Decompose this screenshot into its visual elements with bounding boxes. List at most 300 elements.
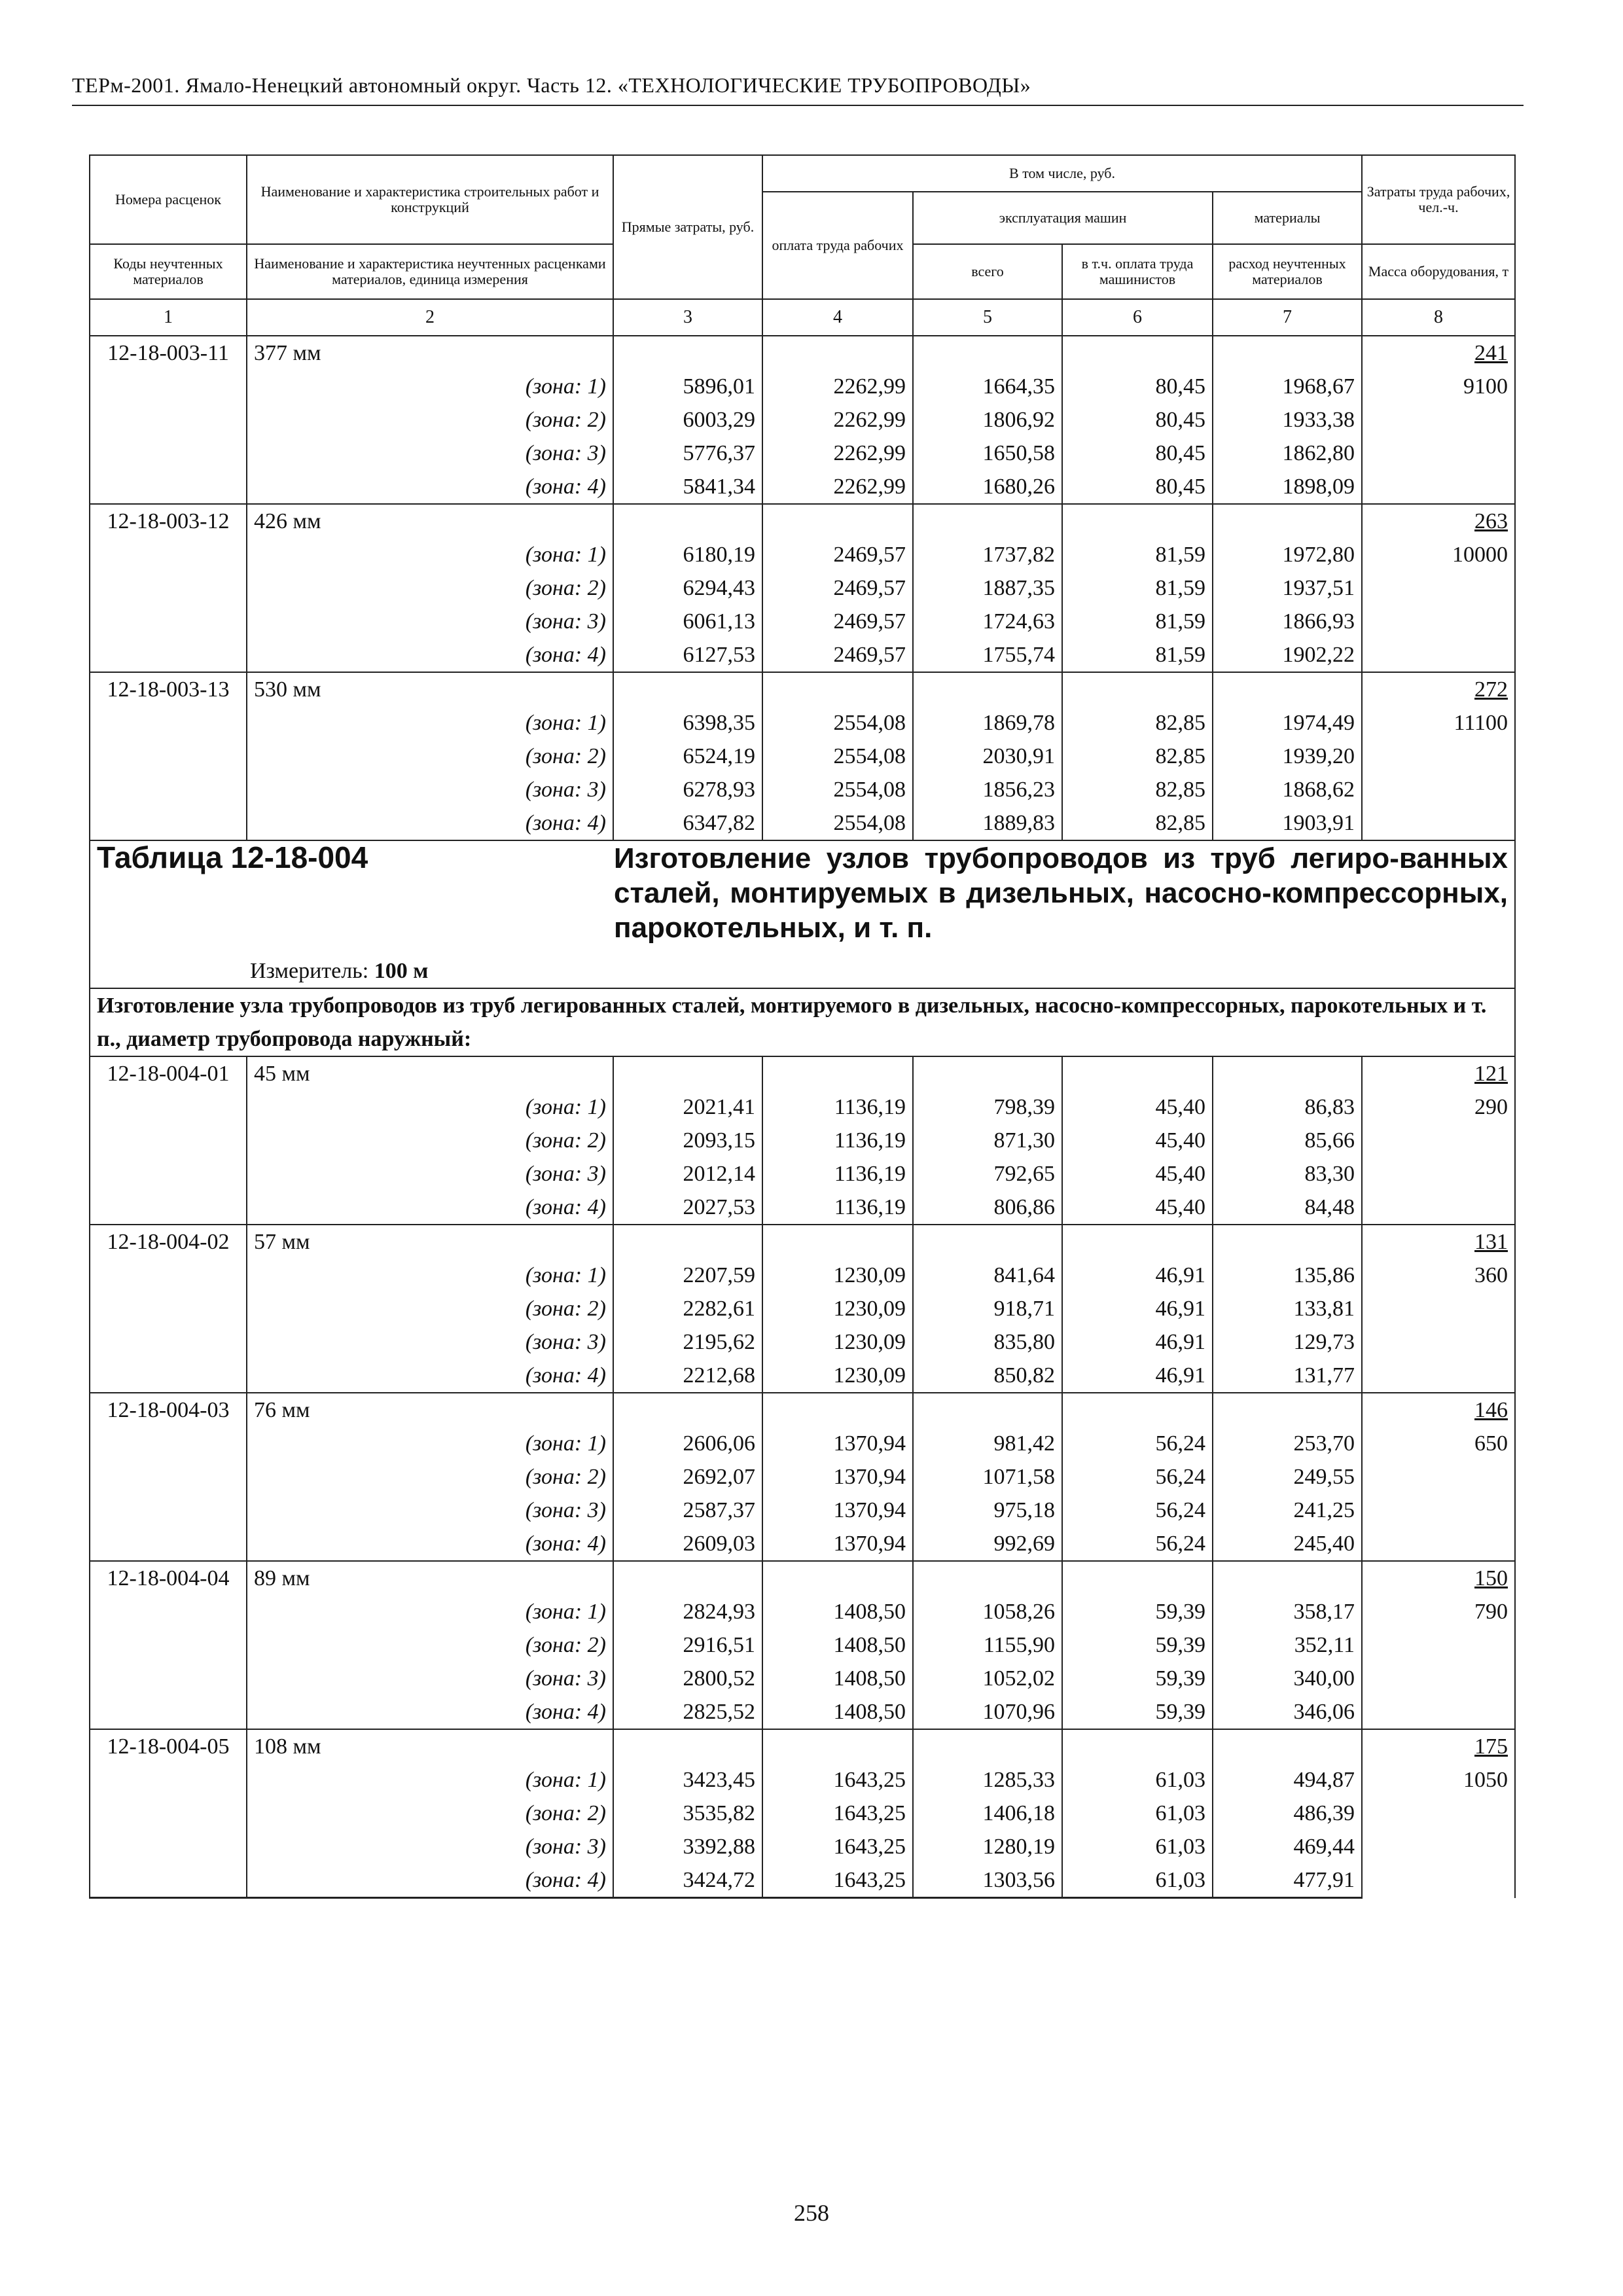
empty-cell (90, 605, 247, 638)
zone-row (90, 1090, 1515, 1124)
materials-cost: 253,70 (1213, 1427, 1362, 1460)
table-head (90, 155, 1515, 336)
machinist-pay: 56,24 (1062, 1494, 1213, 1527)
empty-cell (90, 1325, 247, 1359)
zone-label: (зона: 2) (525, 744, 606, 768)
empty-cell (762, 1056, 913, 1090)
zone-label: (зона: 1) (525, 1431, 606, 1456)
materials-cost: 494,87 (1213, 1763, 1362, 1797)
worker-pay: 2554,08 (762, 740, 913, 773)
empty-cell (1062, 1393, 1213, 1427)
col3-header: Прямые затраты, руб. (613, 155, 762, 299)
zone-row (90, 538, 1515, 571)
empty-cell (90, 1259, 247, 1292)
materials-cost: 241,25 (1213, 1494, 1362, 1527)
machinist-pay: 59,39 (1062, 1662, 1213, 1695)
labor-mass-cell (1362, 1056, 1515, 1225)
worker-pay: 2554,08 (762, 773, 913, 806)
direct-cost: 3535,82 (613, 1797, 762, 1830)
zone-row (90, 1427, 1515, 1460)
machinist-pay: 82,85 (1062, 806, 1213, 840)
machinist-pay: 56,24 (1062, 1427, 1213, 1460)
empty-cell (90, 1427, 247, 1460)
machinist-pay: 46,91 (1062, 1325, 1213, 1359)
machine-cost: 850,82 (913, 1359, 1062, 1393)
machinist-pay: 45,40 (1062, 1124, 1213, 1157)
zone-label: (зона: 3) (525, 1666, 606, 1691)
empty-cell (613, 336, 762, 370)
labor-cost: 272 (1474, 677, 1508, 702)
zone-row (90, 403, 1515, 437)
direct-cost: 5896,01 (613, 370, 762, 403)
equipment-mass: 650 (1474, 1431, 1508, 1456)
zone-row (90, 1695, 1515, 1729)
table-title-block (90, 840, 1515, 988)
group-header: В том числе, руб. (762, 155, 1362, 192)
empty-cell (90, 1662, 247, 1695)
empty-cell (90, 1695, 247, 1729)
direct-cost: 2692,07 (613, 1460, 762, 1494)
zone-row (90, 1662, 1515, 1695)
worker-pay: 2469,57 (762, 571, 913, 605)
labor-cost: 175 (1474, 1734, 1508, 1759)
zone-row (90, 806, 1515, 840)
materials-cost: 85,66 (1213, 1124, 1362, 1157)
machinist-pay: 45,40 (1062, 1090, 1213, 1124)
empty-cell (762, 1561, 913, 1595)
rate-code: 12-18-003-11 (90, 336, 247, 370)
machinist-pay: 45,40 (1062, 1157, 1213, 1191)
empty-cell (613, 1056, 762, 1090)
direct-cost: 6061,13 (613, 605, 762, 638)
empty-cell (90, 403, 247, 437)
labor-mass-cell (1362, 1393, 1515, 1561)
worker-pay: 1370,94 (762, 1527, 913, 1561)
worker-pay: 1230,09 (762, 1325, 913, 1359)
equipment-mass: 9100 (1463, 374, 1508, 399)
machine-cost: 1869,78 (913, 706, 1062, 740)
zone-cell (247, 1191, 613, 1225)
zone-cell (247, 740, 613, 773)
labor-cost: 131 (1474, 1230, 1508, 1254)
worker-pay: 2262,99 (762, 370, 913, 403)
empty-cell (1062, 336, 1213, 370)
worker-pay: 1643,25 (762, 1763, 913, 1797)
zone-cell (247, 605, 613, 638)
zone-row (90, 1325, 1515, 1359)
empty-cell (913, 1056, 1062, 1090)
machine-cost: 918,71 (913, 1292, 1062, 1325)
worker-pay: 1136,19 (762, 1191, 913, 1225)
zone-cell (247, 1695, 613, 1729)
empty-cell (1213, 1056, 1362, 1090)
machine-cost: 1664,35 (913, 370, 1062, 403)
direct-cost: 2282,61 (613, 1292, 762, 1325)
zone-label: (зона: 4) (525, 475, 606, 499)
col8-bottom: Масса оборудования, т (1362, 244, 1515, 299)
direct-cost: 6398,35 (613, 706, 762, 740)
zone-label: (зона: 3) (525, 1330, 606, 1354)
equipment-mass: 360 (1474, 1263, 1508, 1287)
empty-cell (613, 1225, 762, 1259)
worker-pay: 1643,25 (762, 1830, 913, 1863)
col2-top: Наименование и характеристика строительных работ и конструкций (247, 155, 613, 244)
column-number: 3 (613, 299, 762, 336)
machine-cost: 2030,91 (913, 740, 1062, 773)
labor-cost: 121 (1474, 1062, 1508, 1086)
empty-cell (913, 1225, 1062, 1259)
machines-header: эксплуатация машин (913, 192, 1213, 244)
machinist-pay: 46,91 (1062, 1359, 1213, 1393)
labor-mass-cell (1362, 672, 1515, 840)
rate-name: 57 мм (247, 1225, 613, 1259)
zone-row (90, 1494, 1515, 1527)
zone-row (90, 437, 1515, 470)
rate-row (90, 504, 1515, 538)
machine-cost: 1303,56 (913, 1863, 1062, 1898)
empty-cell (90, 740, 247, 773)
machine-cost: 981,42 (913, 1427, 1062, 1460)
machine-cost: 1680,26 (913, 470, 1062, 504)
empty-cell (1062, 1225, 1213, 1259)
machinist-pay: 81,59 (1062, 605, 1213, 638)
empty-cell (1213, 1393, 1362, 1427)
empty-cell (90, 1595, 247, 1628)
zone-cell (247, 806, 613, 840)
zone-row (90, 470, 1515, 504)
labor-mass-cell (1362, 1561, 1515, 1729)
rate-row (90, 1225, 1515, 1259)
zone-cell (247, 1157, 613, 1191)
labor-cost: 146 (1474, 1398, 1508, 1422)
direct-cost: 3392,88 (613, 1830, 762, 1863)
machinist-pay: 56,24 (1062, 1460, 1213, 1494)
empty-cell (1062, 504, 1213, 538)
zone-cell (247, 1595, 613, 1628)
zone-label: (зона: 3) (525, 1498, 606, 1522)
column-number: 8 (1362, 299, 1515, 336)
worker-pay: 2262,99 (762, 470, 913, 504)
worker-pay: 1370,94 (762, 1460, 913, 1494)
machinist-pay: 82,85 (1062, 706, 1213, 740)
machinist-pay: 59,39 (1062, 1695, 1213, 1729)
labor-cost: 241 (1474, 341, 1508, 365)
machine-cost: 871,30 (913, 1124, 1062, 1157)
rate-name: 530 мм (247, 672, 613, 706)
zone-row (90, 1863, 1515, 1898)
zone-label: (зона: 1) (525, 1600, 606, 1624)
machine-cost: 1737,82 (913, 538, 1062, 571)
materials-header: материалы (1213, 192, 1362, 244)
machine-cost: 1155,90 (913, 1628, 1062, 1662)
zone-label: (зона: 4) (525, 643, 606, 667)
empty-cell (1062, 1056, 1213, 1090)
worker-pay: 2554,08 (762, 806, 913, 840)
machine-cost: 1058,26 (913, 1595, 1062, 1628)
zone-row (90, 773, 1515, 806)
empty-cell (1062, 1729, 1213, 1763)
direct-cost: 6347,82 (613, 806, 762, 840)
worker-pay: 1230,09 (762, 1359, 913, 1393)
empty-cell (90, 571, 247, 605)
rate-name: 108 мм (247, 1729, 613, 1763)
empty-cell (90, 1763, 247, 1797)
empty-cell (90, 1090, 247, 1124)
worker-pay: 2554,08 (762, 706, 913, 740)
page-number: 258 (794, 2200, 829, 2226)
zone-row (90, 1157, 1515, 1191)
materials-cost: 1972,80 (1213, 538, 1362, 571)
machine-cost: 1724,63 (913, 605, 1062, 638)
rate-row (90, 1561, 1515, 1595)
machinist-pay: 61,03 (1062, 1797, 1213, 1830)
machine-cost: 1887,35 (913, 571, 1062, 605)
machinist-pay: 61,03 (1062, 1863, 1213, 1898)
zone-label: (зона: 1) (525, 711, 606, 735)
zone-row (90, 1292, 1515, 1325)
direct-cost: 5841,34 (613, 470, 762, 504)
zone-label: (зона: 3) (525, 1162, 606, 1186)
materials-cost: 1868,62 (1213, 773, 1362, 806)
zone-row (90, 1830, 1515, 1863)
empty-cell (913, 504, 1062, 538)
zone-label: (зона: 1) (525, 374, 606, 399)
zone-cell (247, 470, 613, 504)
empty-cell (1213, 504, 1362, 538)
machinist-pay: 61,03 (1062, 1763, 1213, 1797)
machine-cost: 1280,19 (913, 1830, 1062, 1863)
empty-cell (90, 470, 247, 504)
zone-label: (зона: 3) (525, 609, 606, 634)
zone-cell (247, 1797, 613, 1830)
machinist-pay: 59,39 (1062, 1595, 1213, 1628)
zone-row (90, 1359, 1515, 1393)
rate-row (90, 672, 1515, 706)
zone-label: (зона: 2) (525, 1465, 606, 1489)
machine-cost: 1650,58 (913, 437, 1062, 470)
machinist-pay: 61,03 (1062, 1830, 1213, 1863)
empty-cell (90, 1359, 247, 1393)
empty-cell (1213, 1561, 1362, 1595)
zone-row (90, 740, 1515, 773)
zone-cell (247, 403, 613, 437)
zone-label: (зона: 3) (525, 1835, 606, 1859)
materials-cost: 486,39 (1213, 1797, 1362, 1830)
zone-cell (247, 437, 613, 470)
rate-code: 12-18-003-13 (90, 672, 247, 706)
zone-cell (247, 1292, 613, 1325)
empty-cell (90, 1460, 247, 1494)
zone-label: (зона: 1) (525, 1263, 606, 1287)
rate-code: 12-18-004-03 (90, 1393, 247, 1427)
zone-label: (зона: 4) (525, 1532, 606, 1556)
rate-code: 12-18-004-02 (90, 1225, 247, 1259)
empty-cell (613, 1729, 762, 1763)
materials-cost: 1937,51 (1213, 571, 1362, 605)
zone-cell (247, 1259, 613, 1292)
empty-cell (762, 672, 913, 706)
machine-cost: 975,18 (913, 1494, 1062, 1527)
direct-cost: 6278,93 (613, 773, 762, 806)
materials-cost: 352,11 (1213, 1628, 1362, 1662)
zone-row (90, 1797, 1515, 1830)
materials-cost: 1903,91 (1213, 806, 1362, 840)
machine-cost: 1806,92 (913, 403, 1062, 437)
zone-row (90, 1527, 1515, 1561)
materials-cost: 135,86 (1213, 1259, 1362, 1292)
zone-label: (зона: 3) (525, 778, 606, 802)
empty-cell (90, 1527, 247, 1561)
zone-cell (247, 1124, 613, 1157)
labor-mass-cell (1362, 1729, 1515, 1898)
materials-cost: 358,17 (1213, 1595, 1362, 1628)
direct-cost: 6003,29 (613, 403, 762, 437)
zone-label: (зона: 1) (525, 543, 606, 567)
direct-cost: 5776,37 (613, 437, 762, 470)
zone-cell (247, 1763, 613, 1797)
machinist-pay: 80,45 (1062, 403, 1213, 437)
zone-cell (247, 1090, 613, 1124)
zone-row (90, 1191, 1515, 1225)
materials-cost: 340,00 (1213, 1662, 1362, 1695)
table-12-18-003-rows (90, 336, 1515, 840)
rate-name: 45 мм (247, 1056, 613, 1090)
empty-cell (90, 1494, 247, 1527)
machine-cost: 992,69 (913, 1527, 1062, 1561)
direct-cost: 3423,45 (613, 1763, 762, 1797)
column-number: 7 (1213, 299, 1362, 336)
zone-cell (247, 1628, 613, 1662)
labor-mass-cell (1362, 336, 1515, 504)
worker-pay: 2262,99 (762, 403, 913, 437)
empty-cell (913, 1561, 1062, 1595)
empty-cell (90, 1157, 247, 1191)
empty-cell (762, 336, 913, 370)
zone-cell (247, 571, 613, 605)
empty-cell (913, 336, 1062, 370)
direct-cost: 2012,14 (613, 1157, 762, 1191)
empty-cell (90, 773, 247, 806)
rate-code: 12-18-003-12 (90, 504, 247, 538)
rate-name: 76 мм (247, 1393, 613, 1427)
machine-cost: 1052,02 (913, 1662, 1062, 1695)
table-code: Таблица 12-18-004 (97, 840, 368, 874)
machinist-pay: 82,85 (1062, 740, 1213, 773)
zone-label: (зона: 2) (525, 576, 606, 600)
zone-label: (зона: 2) (525, 1297, 606, 1321)
zone-cell (247, 1863, 613, 1898)
empty-cell (1213, 1729, 1362, 1763)
worker-pay: 1136,19 (762, 1090, 913, 1124)
worker-pay: 1230,09 (762, 1292, 913, 1325)
rate-code: 12-18-004-01 (90, 1056, 247, 1090)
materials-cost: 1862,80 (1213, 437, 1362, 470)
empty-cell (762, 504, 913, 538)
empty-cell (613, 672, 762, 706)
empty-cell (1213, 336, 1362, 370)
empty-cell (1213, 1225, 1362, 1259)
empty-cell (90, 538, 247, 571)
machinist-pay: 59,39 (1062, 1628, 1213, 1662)
rate-code: 12-18-004-05 (90, 1729, 247, 1763)
zone-label: (зона: 2) (525, 1633, 606, 1657)
materials-cost: 86,83 (1213, 1090, 1362, 1124)
empty-cell (90, 706, 247, 740)
zone-label: (зона: 4) (525, 1363, 606, 1388)
column-number: 4 (762, 299, 913, 336)
materials-cost: 83,30 (1213, 1157, 1362, 1191)
empty-cell (90, 806, 247, 840)
machinist-pay: 82,85 (1062, 773, 1213, 806)
measure-value: 100 м (374, 959, 429, 983)
machinist-pay: 56,24 (1062, 1527, 1213, 1561)
empty-cell (1062, 1561, 1213, 1595)
equipment-mass: 290 (1474, 1095, 1508, 1119)
direct-cost: 2212,68 (613, 1359, 762, 1393)
labor-cost: 263 (1474, 509, 1508, 533)
column-number: 5 (913, 299, 1062, 336)
zone-cell (247, 1662, 613, 1695)
rate-name: 377 мм (247, 336, 613, 370)
rate-row (90, 1056, 1515, 1090)
zone-cell (247, 706, 613, 740)
materials-cost: 1866,93 (1213, 605, 1362, 638)
zone-label: (зона: 2) (525, 1128, 606, 1153)
empty-cell (762, 1225, 913, 1259)
materials-cost: 84,48 (1213, 1191, 1362, 1225)
empty-cell (913, 672, 1062, 706)
worker-pay: 2469,57 (762, 538, 913, 571)
zone-row (90, 706, 1515, 740)
zone-row (90, 571, 1515, 605)
machinist-pay: 45,40 (1062, 1191, 1213, 1225)
direct-cost: 2021,41 (613, 1090, 762, 1124)
materials-cost: 131,77 (1213, 1359, 1362, 1393)
machinist-pay: 46,91 (1062, 1259, 1213, 1292)
zone-label: (зона: 4) (525, 811, 606, 835)
zone-cell (247, 1427, 613, 1460)
empty-cell (613, 1393, 762, 1427)
direct-cost: 6180,19 (613, 538, 762, 571)
measure-line (250, 954, 1508, 988)
empty-cell (90, 1797, 247, 1830)
worker-pay: 1370,94 (762, 1494, 913, 1527)
machine-cost: 841,64 (913, 1259, 1062, 1292)
empty-cell (90, 1863, 247, 1898)
empty-cell (762, 1393, 913, 1427)
worker-pay: 1136,19 (762, 1124, 913, 1157)
zone-row (90, 1460, 1515, 1494)
zone-row (90, 370, 1515, 403)
materials-cost: 1974,49 (1213, 706, 1362, 740)
rate-row (90, 1393, 1515, 1427)
worker-pay: 1408,50 (762, 1695, 913, 1729)
direct-cost: 2916,51 (613, 1628, 762, 1662)
zone-cell (247, 1460, 613, 1494)
worker-pay: 1370,94 (762, 1427, 913, 1460)
direct-cost: 2587,37 (613, 1494, 762, 1527)
worker-pay: 2469,57 (762, 605, 913, 638)
zone-cell (247, 638, 613, 672)
materials-cost: 1933,38 (1213, 403, 1362, 437)
zone-cell (247, 1494, 613, 1527)
zone-label: (зона: 4) (525, 1195, 606, 1219)
empty-cell (1062, 672, 1213, 706)
zone-label: (зона: 2) (525, 408, 606, 432)
empty-cell (613, 1561, 762, 1595)
column-number: 6 (1062, 299, 1213, 336)
worker-pay: 1136,19 (762, 1157, 913, 1191)
